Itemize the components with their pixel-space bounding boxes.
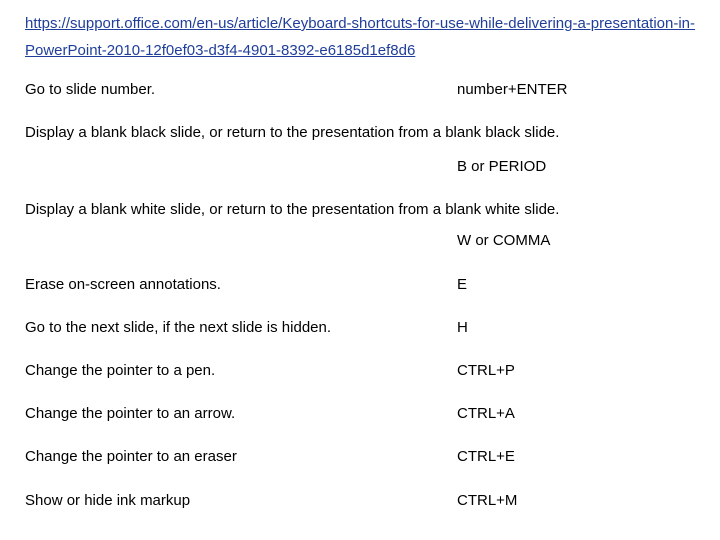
shortcut-action-black-slide: Display a blank black slide, or return to the presentation from a blank black slide.: [25, 124, 560, 141]
shortcut-keys-ink-markup: CTRL+M: [457, 492, 518, 509]
shortcut-action-pointer-pen: Change the pointer to a pen.: [25, 362, 216, 379]
shortcut-action-erase-annotations: Erase on-screen annotations.: [25, 276, 221, 293]
shortcut-keys-go-to-slide: number+ENTER: [457, 81, 568, 98]
shortcut-keys-next-hidden-slide: H: [457, 319, 468, 336]
shortcut-keys-black-slide: B or PERIOD: [457, 158, 547, 175]
shortcut-action-next-hidden-slide: Go to the next slide, if the next slide is hidden.: [25, 319, 332, 336]
shortcut-action-pointer-eraser: Change the pointer to an eraser: [25, 448, 237, 465]
support-article-link[interactable]: https://support.office.com/en-us/article/Keyboard-shortcuts-for-use-while-delivering-a-presentation-in-PowerPoint-2010-12f0ef03-d3f4-4901-8392-e6185d1ef8d6: [25, 15, 696, 59]
shortcut-keys-erase-annotations: E: [457, 276, 468, 293]
shortcut-action-pointer-arrow: Change the pointer to an arrow.: [25, 405, 236, 422]
shortcut-action-go-to-slide: Go to slide number.: [25, 81, 156, 98]
shortcut-action-white-slide: Display a blank white slide, or return to the presentation from a blank white slide.: [25, 201, 560, 218]
shortcut-keys-pointer-eraser: CTRL+E: [457, 448, 515, 465]
shortcut-keys-pointer-pen: CTRL+P: [457, 362, 515, 379]
shortcut-keys-white-slide: W or COMMA: [457, 232, 551, 249]
shortcut-keys-pointer-arrow: CTRL+A: [457, 405, 515, 422]
shortcut-action-ink-markup: Show or hide ink markup: [25, 492, 191, 509]
